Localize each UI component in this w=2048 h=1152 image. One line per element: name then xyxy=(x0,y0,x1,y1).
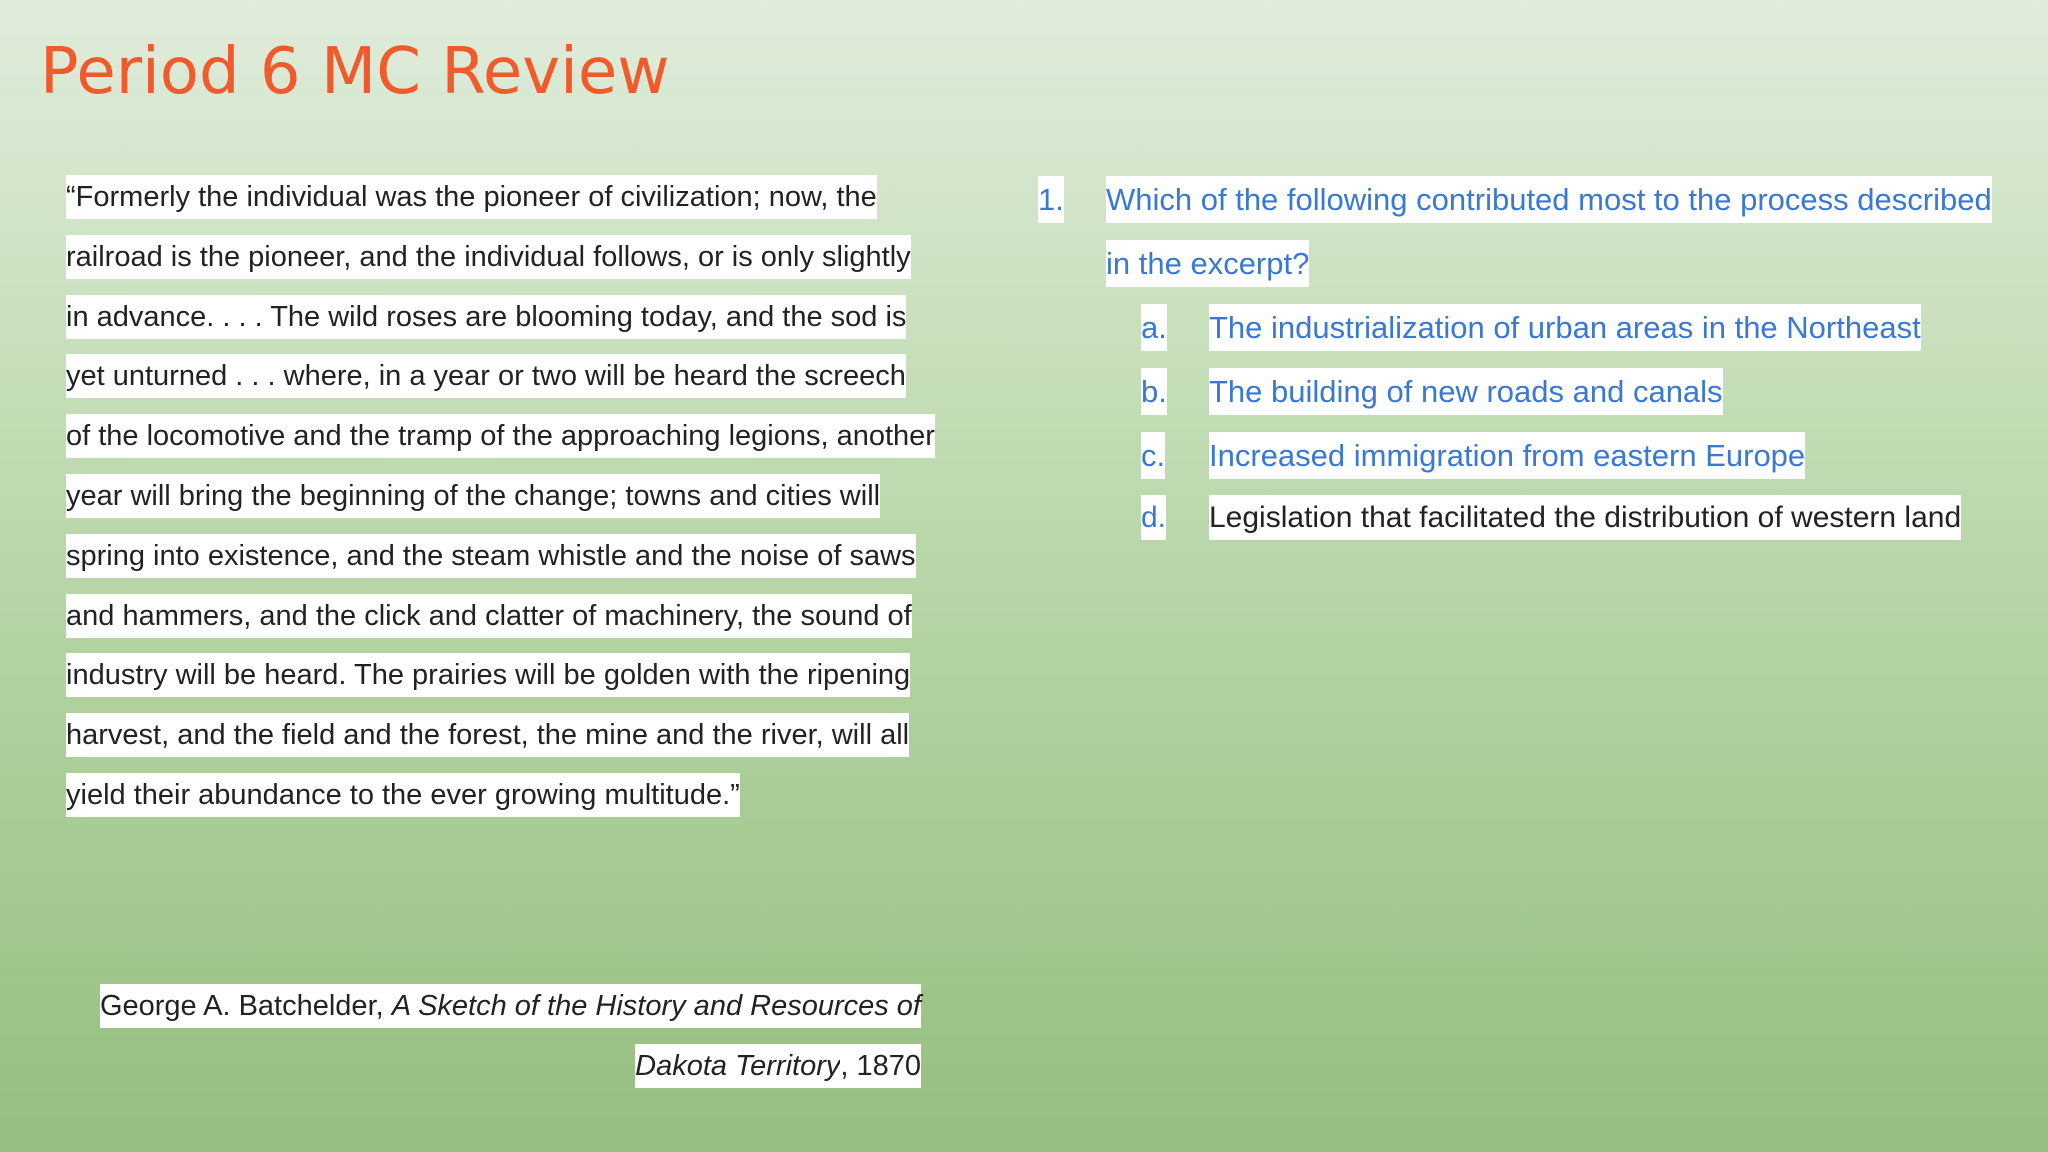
choice-d-letter: d. xyxy=(1141,488,1209,548)
citation-title: A Sketch of the History and Resources of Dakota Territory xyxy=(392,984,921,1088)
excerpt-quote xyxy=(66,168,936,826)
choice-c-letter: c. xyxy=(1141,424,1209,488)
question-prompt: Which of the following contributed most to the process described in the excerpt? xyxy=(1106,168,1998,296)
question-prompt-row xyxy=(1038,168,1998,296)
choice-c[interactable] xyxy=(1141,424,1998,488)
question-1 xyxy=(1038,168,1998,548)
question-number: 1. xyxy=(1038,168,1106,232)
answer-choices xyxy=(1038,296,1998,548)
choice-b-text: The building of new roads and canals xyxy=(1209,360,1998,424)
choice-a-letter: a. xyxy=(1141,296,1209,360)
excerpt-quote-text: “Formerly the individual was the pioneer of civilization; now, the railroad is the pioneer, and the individual follows, or is only slightly in advance. . . . The wild roses are blooming today, and the sod is yet unturned . . . where, in a year or two will be heard the screech of the locomotive and the tramp of the approaching legions, another year will bring the beginning of the change; towns and cities will spring into existence, and the steam whistle and the noise of saws and hammers, and the click and clatter of machinery, the sound of industry will be heard. The prairies will be golden with the ripening harvest, and the field and the forest, the mine and the river, will all yield their abundance to the ever growing multitude.” xyxy=(66,175,935,817)
choice-d-text: Legislation that facilitated the distribution of western land xyxy=(1209,488,1998,548)
excerpt-citation xyxy=(96,976,921,1096)
slide-title: Period 6 MC Review xyxy=(40,35,670,109)
choice-c-text: Increased immigration from eastern Europe xyxy=(1209,424,1998,488)
choice-b-letter: b. xyxy=(1141,360,1209,424)
choice-a[interactable] xyxy=(1141,296,1998,360)
choice-a-text: The industrialization of urban areas in the Northeast xyxy=(1209,296,1998,360)
citation-year: , 1870 xyxy=(840,1044,921,1088)
citation-author: George A. Batchelder, xyxy=(100,984,392,1028)
choice-d[interactable] xyxy=(1141,488,1998,548)
choice-b[interactable] xyxy=(1141,360,1998,424)
